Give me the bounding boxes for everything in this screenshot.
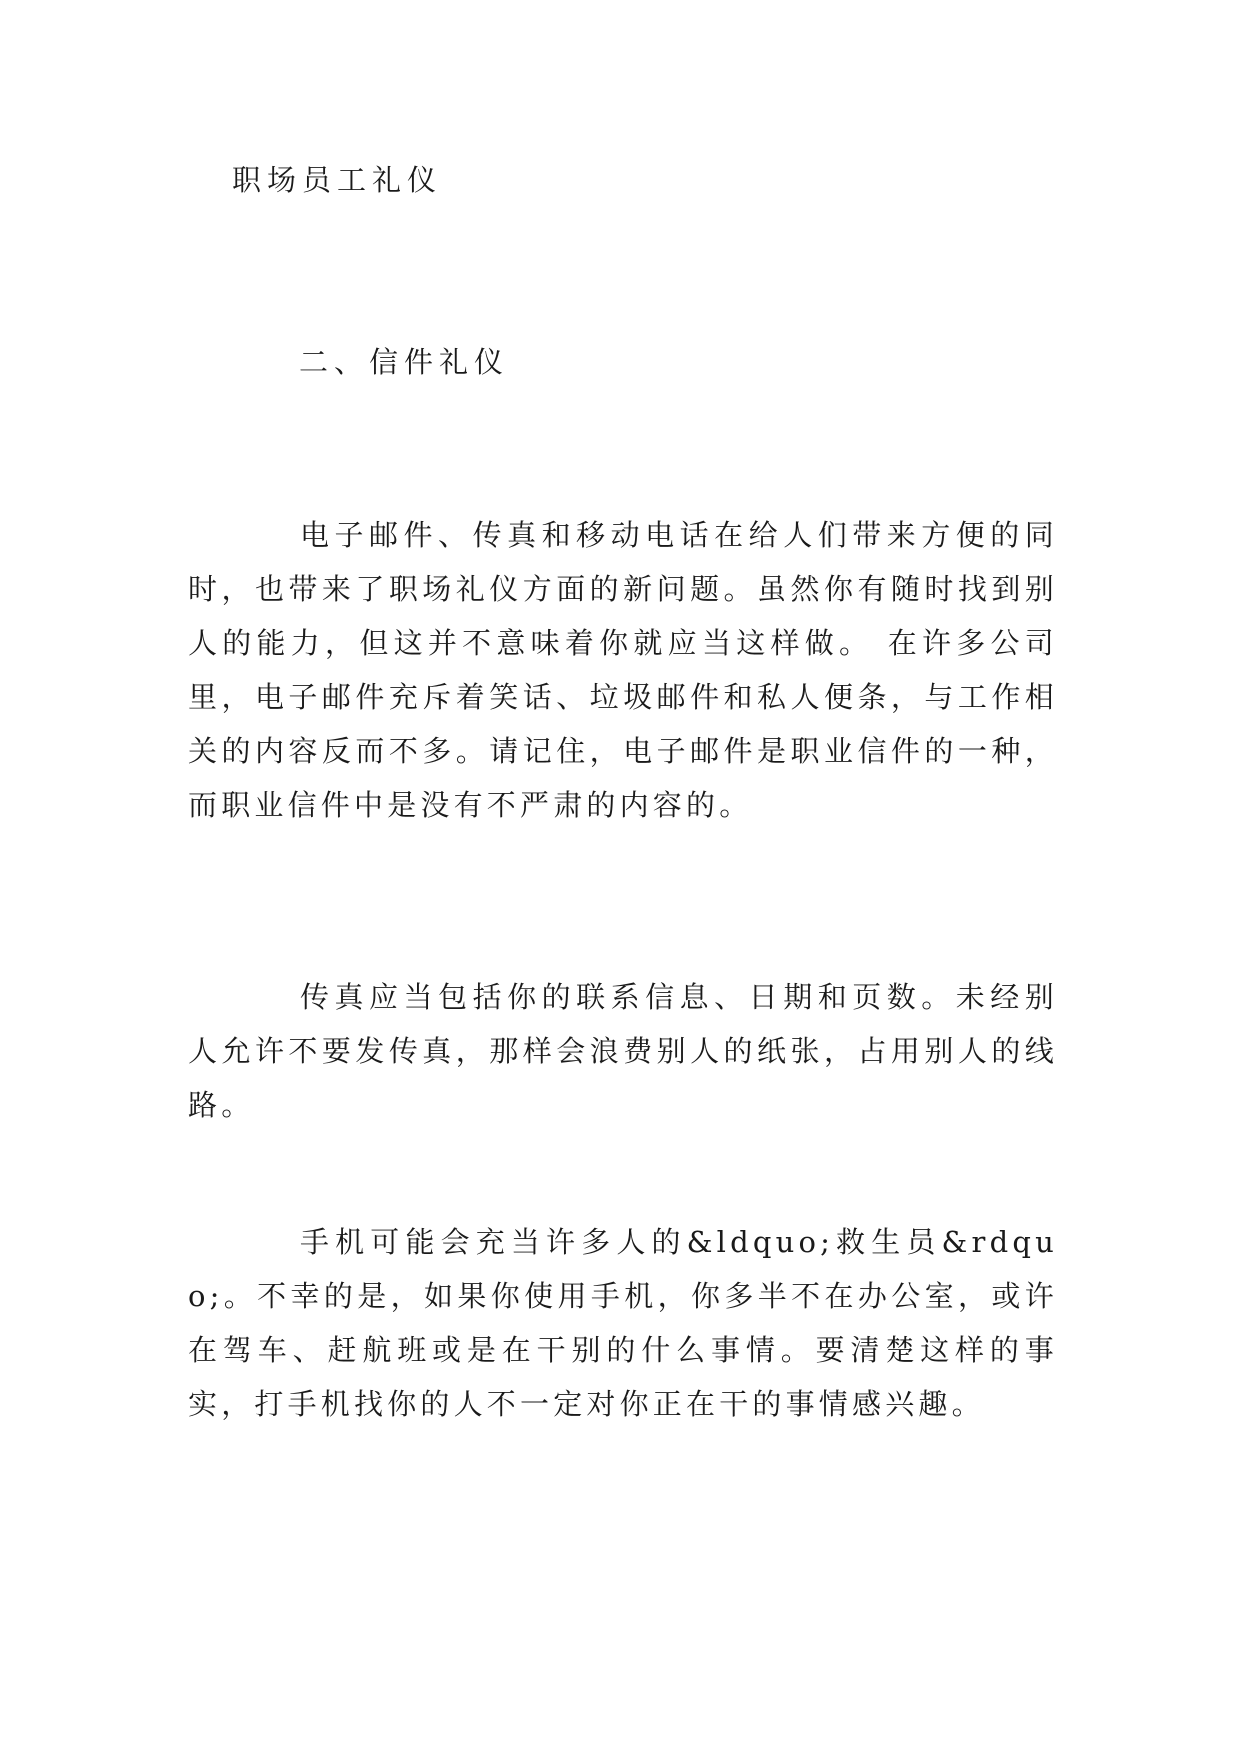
paragraph-fax: 传真应当包括你的联系信息、日期和页数。未经别人允许不要发传真，那样会浪费别人的纸张，占用别人的线路。 [188,980,1058,1122]
paragraph-mobile-phone: 手机可能会充当许多人的&ldquo;救生员&rdquo;。不幸的是，如果你使用手机，你多半不在办公室，或许在驾车、赶航班或是在干别的什么事情。要清楚这样的事实，打手机找你的人不一定对你正在干的事情感兴趣。 [188,1225,1058,1421]
section-heading: 二、信件礼仪 [299,345,510,379]
paragraph-email: 电子邮件、传真和移动电话在给人们带来方便的同时，也带来了职场礼仪方面的新问题。虽然你有随时找到别人的能力，但这并不意味着你就应当这样做。 在许多公司里，电子邮件充斥着笑话、垃圾邮件和私人便条，与工作相关的内容反而不多。请记住，电子邮件是职业信件的一种，而职业信件中是没有不严肃的内容的。 [188,518,1058,822]
document-title: 职场员工礼仪 [232,163,443,197]
